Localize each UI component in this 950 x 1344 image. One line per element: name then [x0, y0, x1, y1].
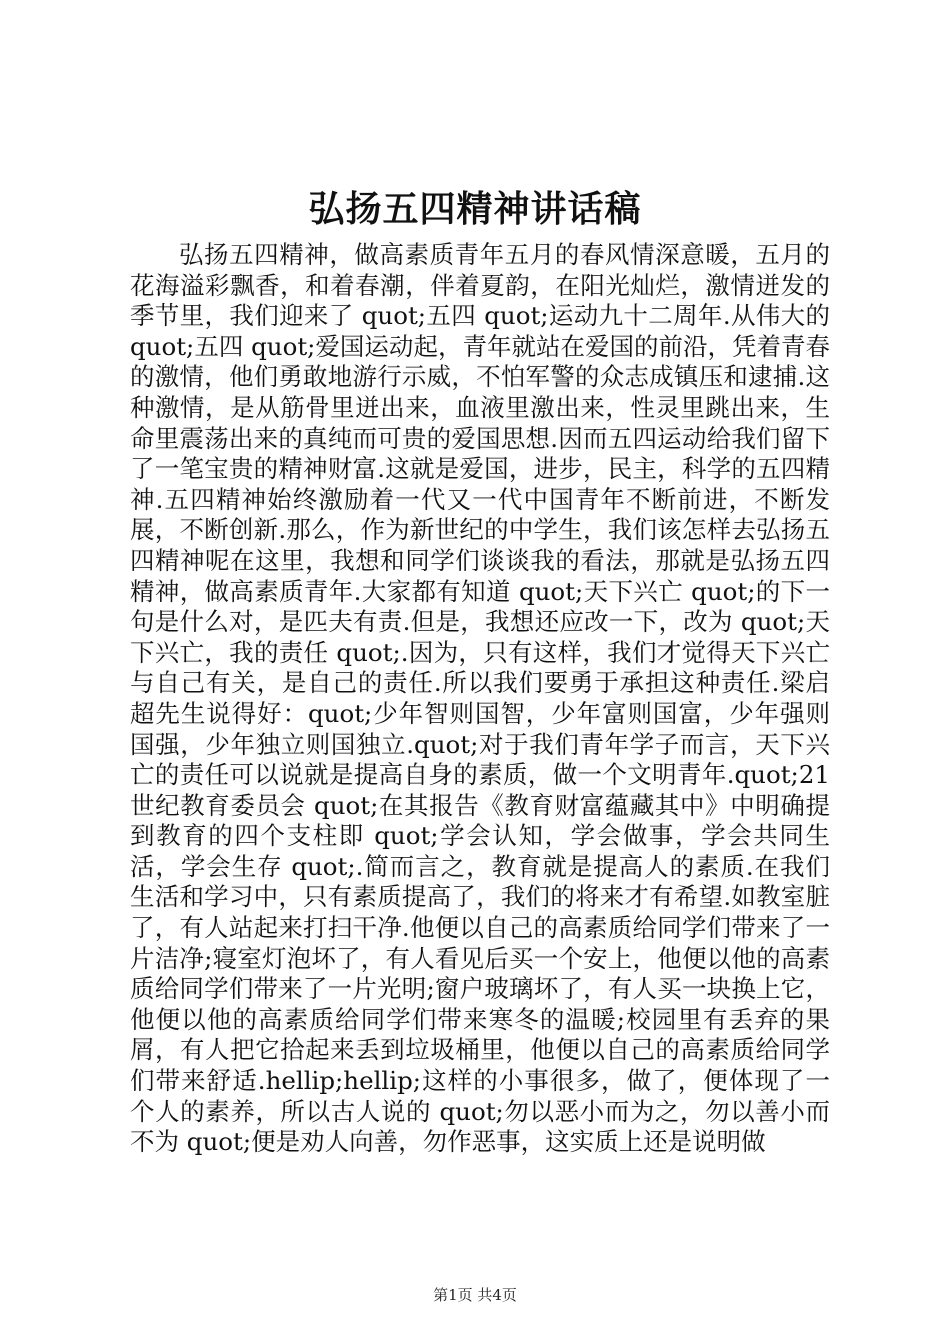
document-title: 弘扬五四精神讲话稿 — [308, 188, 642, 230]
page-number-footer: 第1页 共4页 — [433, 1286, 517, 1304]
document-body: 弘扬五四精神，做高素质青年五月的春风情深意暖，五月的花海溢彩飘香，和着春潮，伴着夏韵，在阳光灿烂，激情迸发的季节里，我们迎来了 quot;五四 quot;运动九十二周年.从伟大的 quot;五四 quot;爱国运动起，青年就站在爱国的前沿，凭着青春的激情，他们勇敢地游行示威，不怕军警的众志成镇压和逮捕.这种激情，是从筋骨里迸出来，血液里激出来，性灵里跳出来，生命里震荡出来的真纯而可贵的爱国思想.因而五四运动给我们留下了一笔宝贵的精神财富.这就是爱国，进步，民主，科学的五四精神.五四精神始终激励着一代又一代中国青年不断前进，不断发展，不断创新.那么，作为新世纪的中学生，我们该怎样去弘扬五四精神呢在这里，我想和同学们谈谈我的看法，那就是弘扬五四精神，做高素质青年.大家都有知道 quot;天下兴亡 quot;的下一句是什么对，是匹夫有责.但是，我想还应改一下，改为 quot;天下兴亡，我的责任 quot;.因为，只有这样，我们才觉得天下兴亡与自己有关，是自己的责任.所以我们要勇于承担这种责任.梁启超先生说得好：quot;少年智则国智，少年富则国富，少年强则国强，少年独立则国独立.quot;对于我们青年学子而言，天下兴亡的责任可以说就是提高自身的素质，做一个文明青年.quot;21 世纪教育委员会 quot;在其报告《教育财富蕴藏其中》中明确提到教育的四个支柱即 quot;学会认知，学会做事，学会共同生活，学会生存 quot;.简而言之，教育就是提高人的素质.在我们生活和学习中，只有素质提高了，我们的将来才有希望.如教室脏了，有人站起来打扫干净.他便以自己的高素质给同学们带来了一片洁净;寝室灯泡坏了，有人看见后买一个安上，他便以他的高素质给同学们带来了一片光明;窗户玻璃坏了，有人买一块换上它，他便以他的高素质给同学们带来寒冬的温暖;校园里有丢弃的果屑，有人把它拾起来丢到垃圾桶里，他便以自己的高素质给同学们带来舒适.hellip;hellip;这样的小事很多，做了，便体现了一个人的素养，所以古人说的 quot;勿以恶小而为之，勿以善小而不为 quot;便是劝人向善，勿作恶事，这实质上还是说明做 — [130, 240, 830, 1157]
